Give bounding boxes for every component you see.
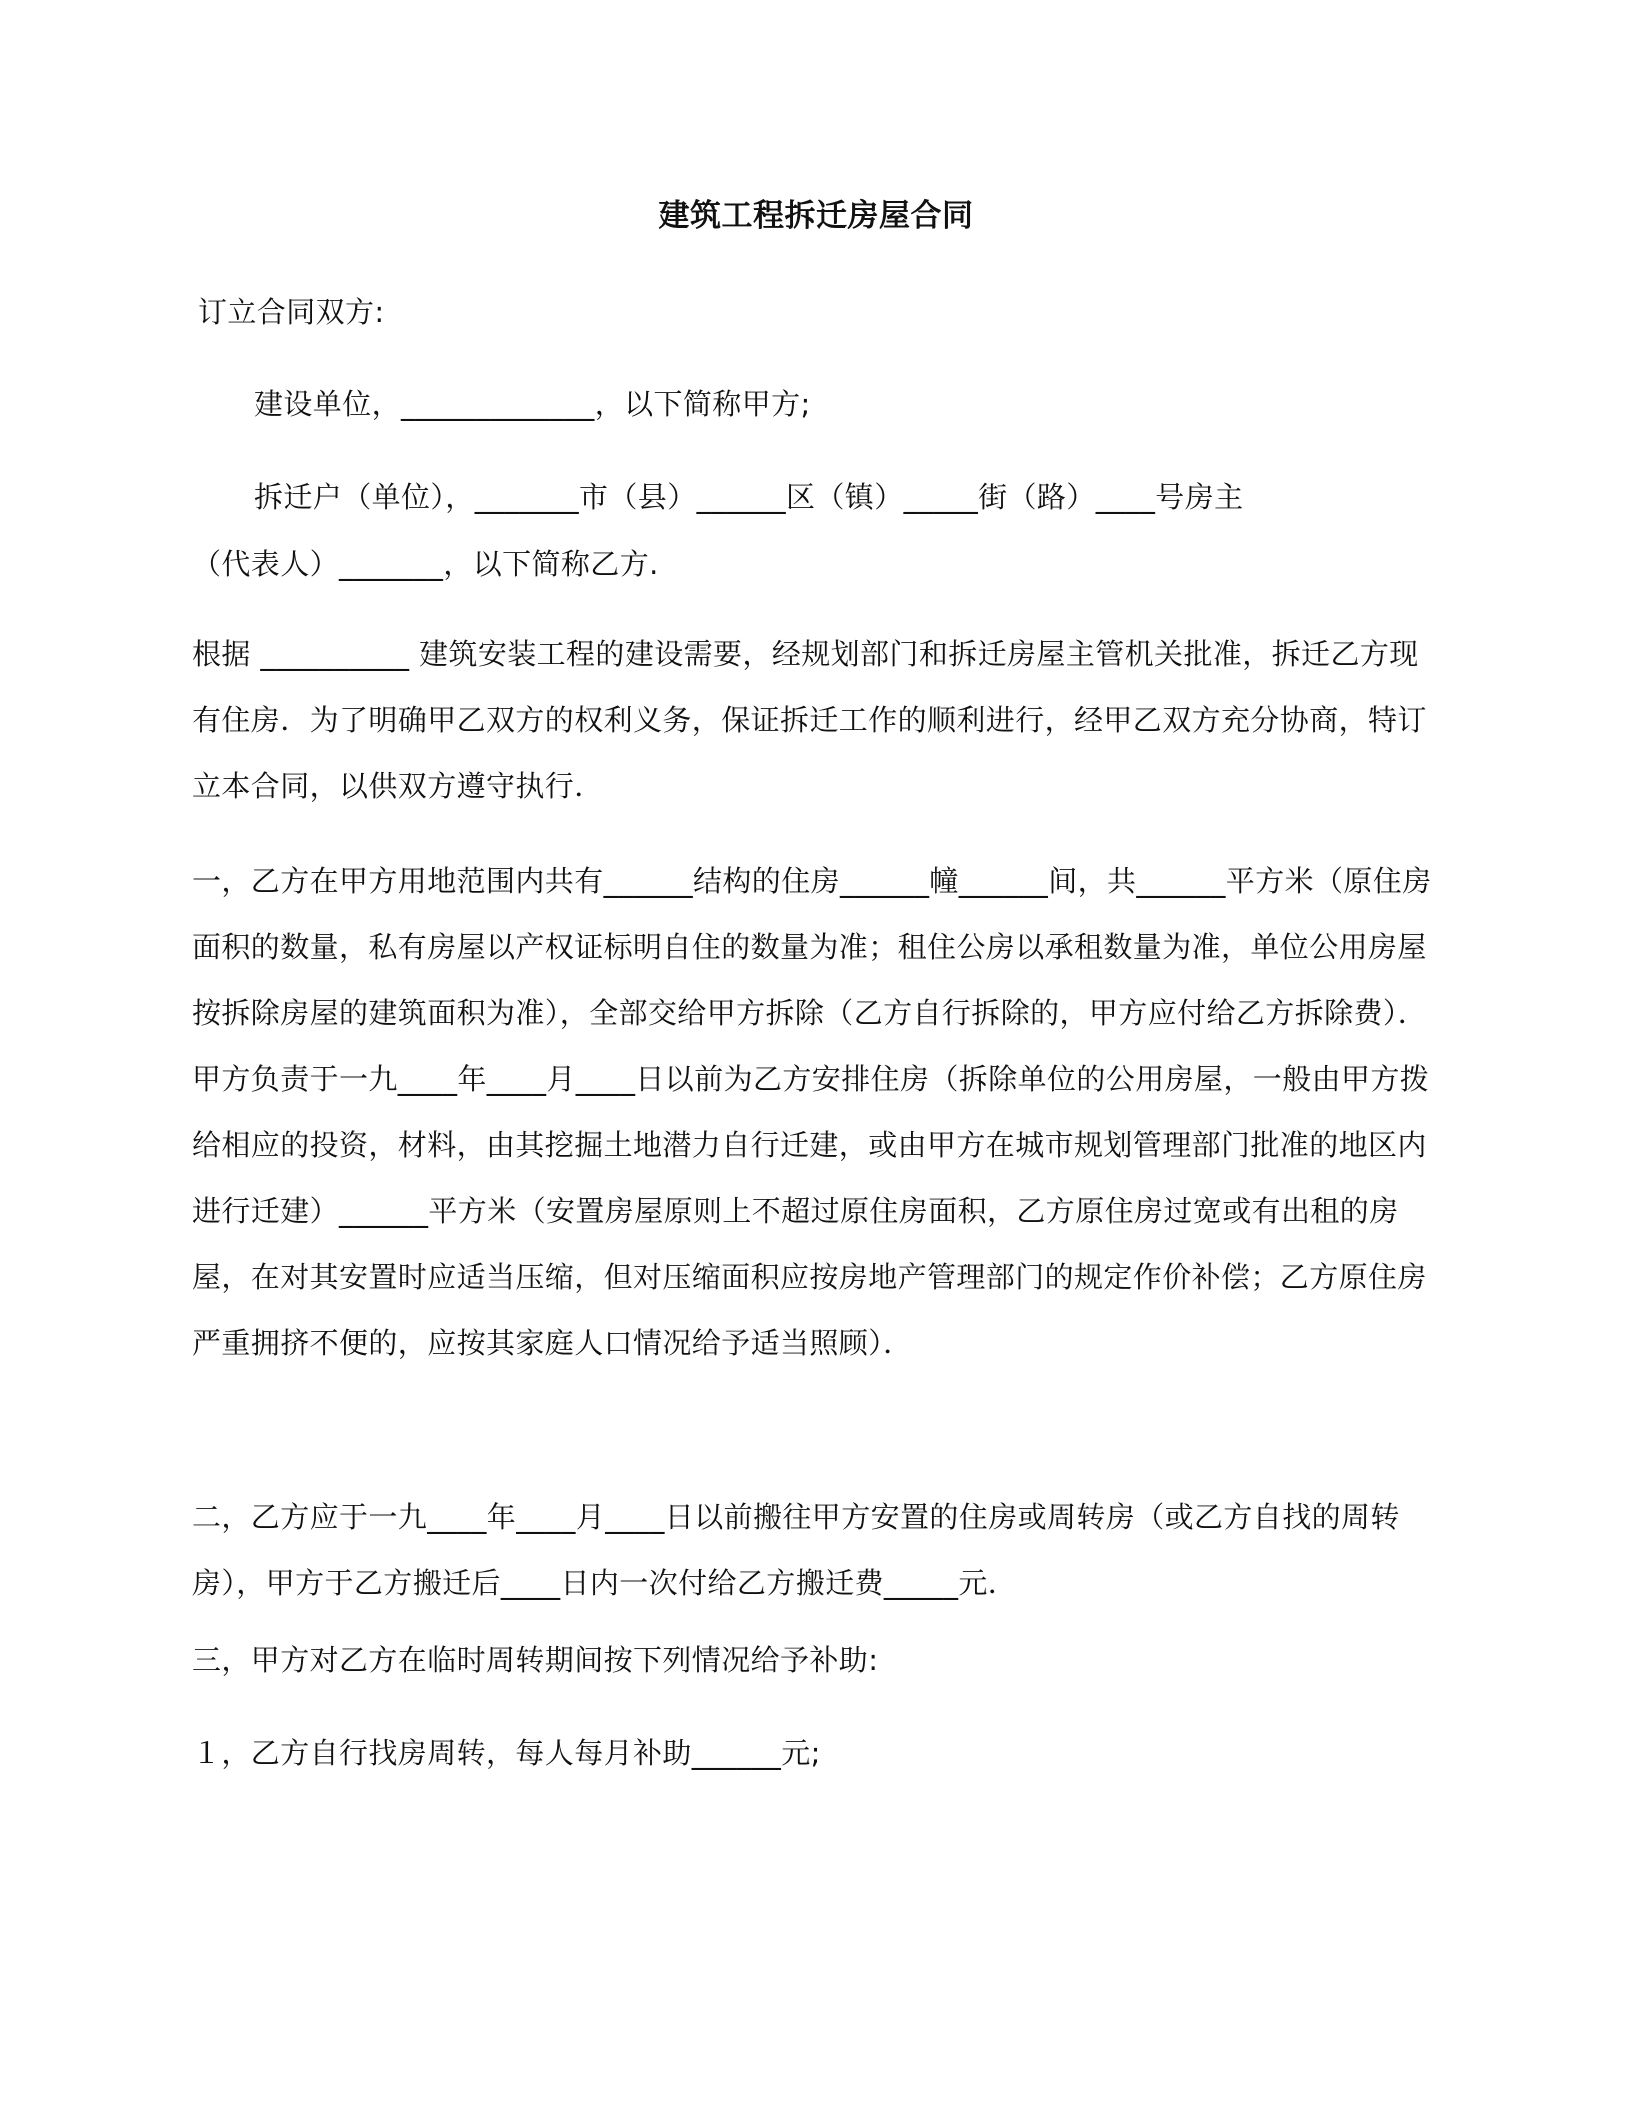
party-a-line: 建设单位，_____________，以下简称甲方; xyxy=(254,387,811,421)
party-b-line-2: （代表人）_______，以下简称乙方. xyxy=(192,547,659,581)
clause-2-paragraph: 二，乙方应于一九____年____月____日以前搬往甲方安置的住房或周转房（或乙方自找的周转房），甲方于乙方搬迁后____日内一次付给乙方搬迁费_____元． xyxy=(192,1500,1400,1600)
preamble-paragraph: 根据 __________ 建筑安装工程的建设需要，经规划部门和拆迁房屋主管机关批准，拆迁乙方现有住房．为了明确甲乙双方的权利义务，保证拆迁工作的顺利进行，经甲乙双方充分协商，特订立本合同，以供双方遵守执行． xyxy=(192,637,1427,803)
contract-title: 建筑工程拆迁房屋合同 xyxy=(658,198,974,234)
clause-1-paragraph: 一，乙方在甲方用地范围内共有______结构的住房______幢______间，共______平方米（原住房面积的数量，私有房屋以产权证标明自住的数量为准；租住公房以承租数量为准，单位公用房屋按拆除房屋的建筑面积为准），全部交给甲方拆除（乙方自行拆除的，甲方应付给乙方拆除费）．甲方负责于一九____年____月____日以前为乙方安排住房（拆除单位的公用房屋，一般由甲方拨给相应的投资，材料，由其挖掘土地潜力自行迁建，或由甲方在城市规划管理部门批准的地区内进行迁建）______平方米（安置房屋原则上不超过原住房面积，乙方原住房过宽或有出租的房屋，在对其安置时应适当压缩，但对压缩面积应按房地产管理部门的规定作价补偿；乙方原住房严重拥挤不便的，应按其家庭人口情况给予适当照顾）． xyxy=(192,864,1432,1360)
parties-heading: 订立合同双方: xyxy=(198,295,385,329)
clause-3-heading: 三，甲方对乙方在临时周转期间按下列情况给予补助: xyxy=(192,1643,879,1677)
clause-3-item-1: １，乙方自行找房周转，每人每月补助______元; xyxy=(192,1736,821,1770)
party-b-line-1: 拆迁户（单位），_______市（县）______区（镇）_____街（路）____号房主 xyxy=(254,480,1244,514)
